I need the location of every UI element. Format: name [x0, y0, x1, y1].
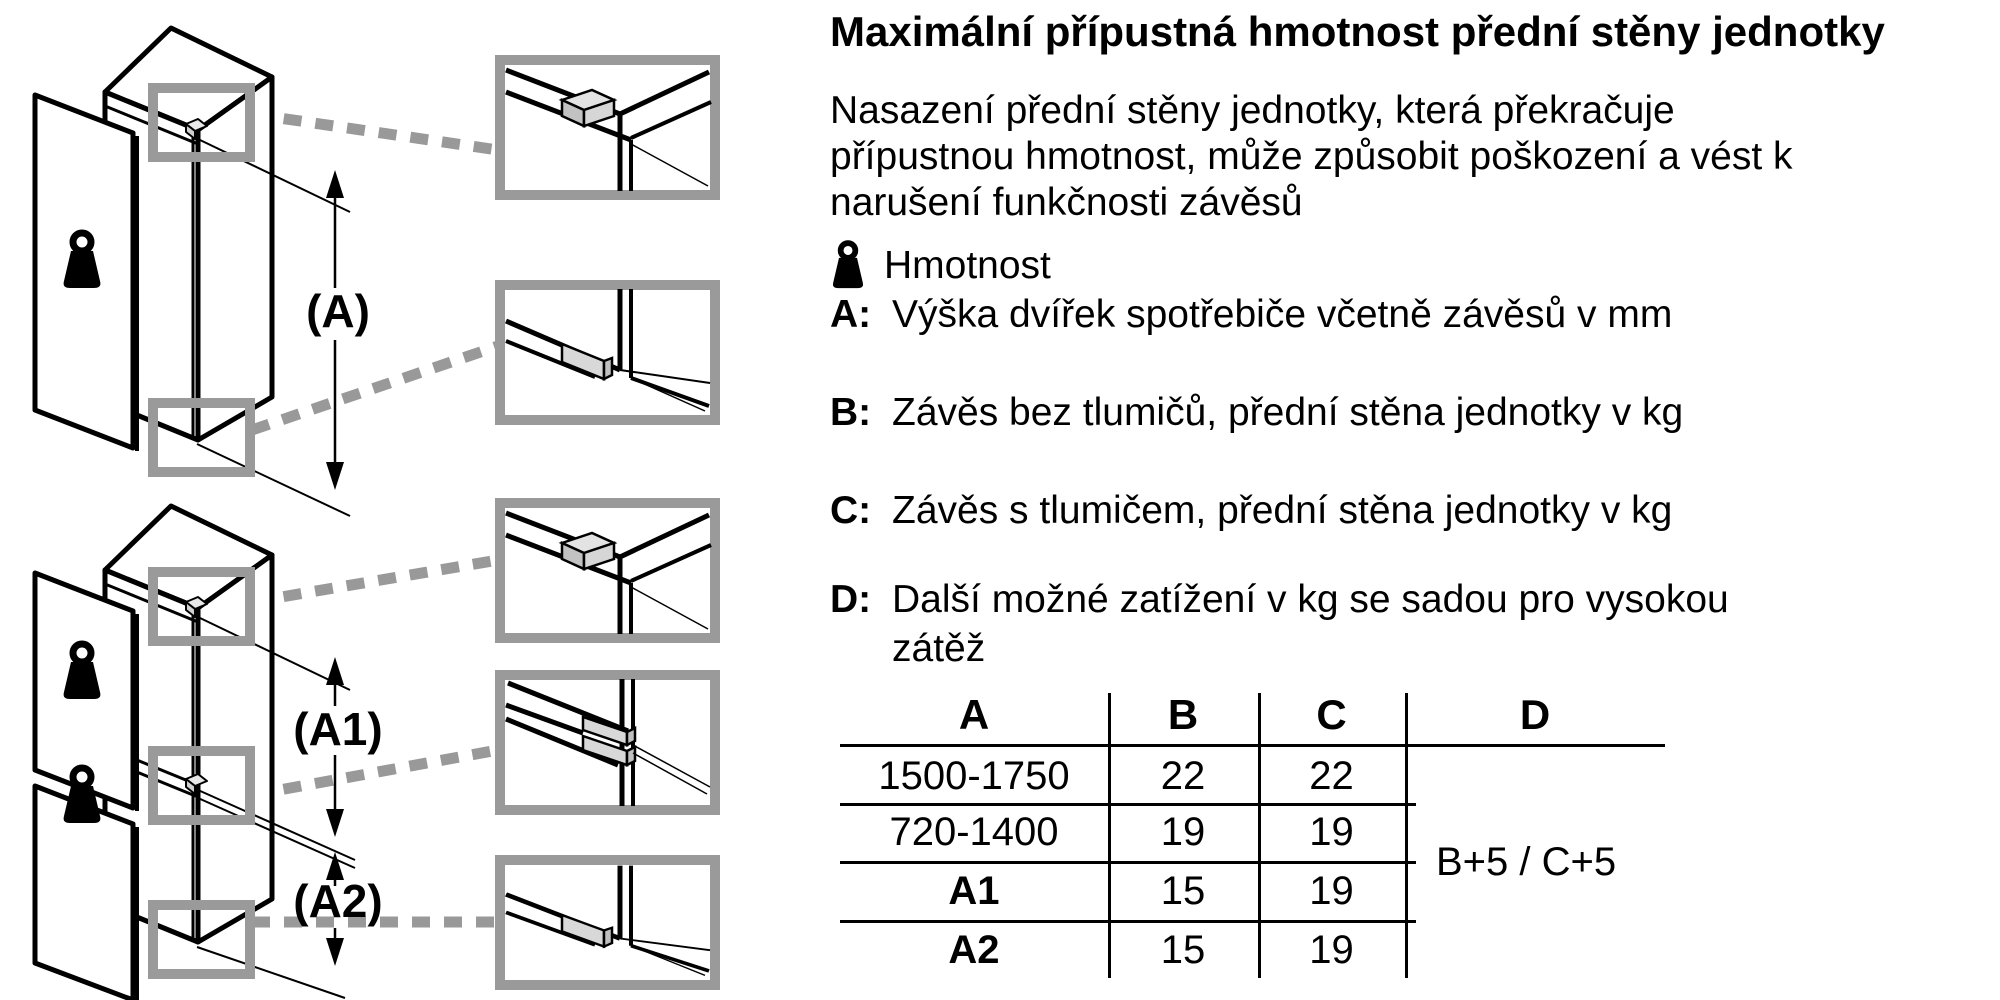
intro-paragraph — [830, 88, 1793, 226]
table-cell-d-span: B+5 / C+5 — [1436, 840, 1617, 884]
definition-key: C: — [830, 489, 872, 532]
table-cell: 15 — [1160, 869, 1206, 913]
table-header-b: B — [1167, 691, 1199, 738]
table-cell: A2 — [948, 928, 1000, 972]
weight-icon — [830, 240, 866, 292]
table-header-c: C — [1316, 691, 1347, 738]
table-header-underline — [840, 744, 1665, 747]
dimension-label-a2: (A2) — [293, 875, 383, 927]
definition-text: Další možné zatížení v kg se sadou pro vysokou — [892, 578, 1729, 621]
dimension-label-a: (A) — [306, 285, 370, 337]
paragraph-line: Nasazení přední stěny jednotky, která překračuje — [830, 89, 1675, 132]
definition-text: Závěs bez tlumičů, přední stěna jednotky v kg — [892, 391, 1684, 434]
table-cell: 19 — [1309, 928, 1354, 972]
table-cell: 19 — [1309, 810, 1354, 854]
table-cell: A1 — [948, 869, 1000, 913]
table-header-a: A — [958, 691, 990, 738]
definition-c — [830, 489, 1672, 533]
table-cell: 19 — [1160, 810, 1206, 854]
definition-text: Závěs s tlumičem, přední stěna jednotky v kg — [892, 489, 1673, 532]
table-cell: 720-1400 — [889, 810, 1059, 854]
definition-d-line2: zátěž — [892, 627, 986, 670]
installation-diagram — [0, 0, 740, 1000]
page-title: Maximální přípustná hmotnost přední stěny jednotky — [830, 8, 1885, 55]
definition-key: A: — [830, 293, 872, 336]
definition-a — [830, 293, 1672, 337]
definition-key: D: — [830, 578, 872, 621]
table-header-d: D — [1519, 691, 1551, 738]
definition-d — [830, 578, 1729, 622]
table-cell: 19 — [1309, 869, 1354, 913]
table-cell: 22 — [1309, 754, 1354, 798]
paragraph-line: narušení funkčnosti závěsů — [830, 181, 1303, 224]
paragraph-line: přípustnou hmotnost, může způsobit poškození a vést k — [830, 135, 1793, 178]
dashed-connector-lines — [252, 114, 498, 922]
dimension-label-a1: (A1) — [293, 703, 383, 755]
definition-text: Výška dvířek spotřebiče včetně závěsů v mm — [892, 293, 1673, 336]
definition-key: B: — [830, 391, 872, 434]
definition-b — [830, 391, 1683, 435]
table-cell: 1500-1750 — [878, 754, 1070, 798]
weight-legend-label: Hmotnost — [884, 244, 1051, 287]
weight-legend — [830, 238, 1051, 294]
appliance-two-door — [35, 506, 383, 1000]
table-cell: 22 — [1160, 754, 1206, 798]
hinge-detail-boxes — [500, 60, 715, 985]
table-cell: 15 — [1160, 928, 1206, 972]
table-column-divider — [1405, 693, 1408, 978]
appliance-single-door — [35, 28, 370, 516]
